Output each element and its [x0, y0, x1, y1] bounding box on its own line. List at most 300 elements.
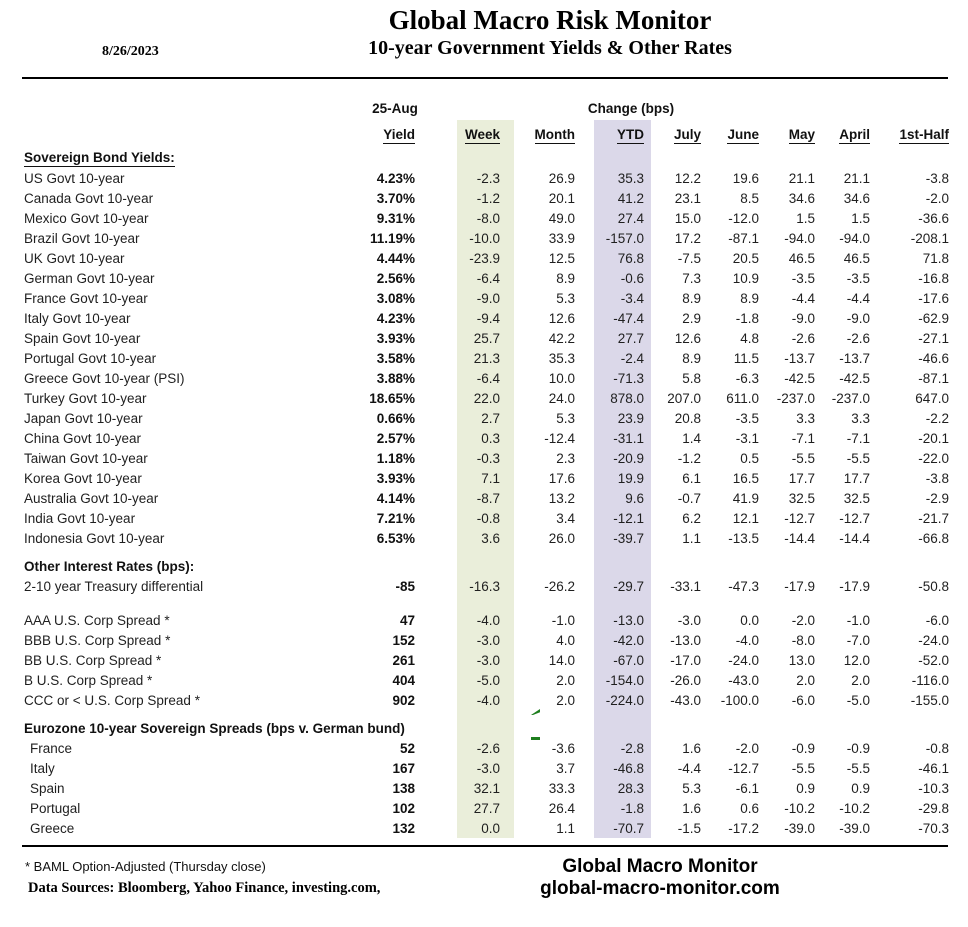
row-label: France — [30, 740, 73, 756]
cell-week: 2.7 — [457, 408, 514, 428]
table-row — [22, 818, 950, 838]
cell-ytd: -39.7 — [594, 528, 651, 548]
cell-june: 8.9 — [740, 290, 759, 306]
cell-july: 1.6 — [682, 740, 701, 756]
cell-june: 16.5 — [732, 470, 759, 486]
section-heading-label: Sovereign Bond Yields: — [24, 149, 175, 165]
cell-april: -10.2 — [839, 800, 870, 816]
cell-first-half: -24.0 — [918, 632, 949, 648]
table-row — [22, 758, 950, 778]
cell-yield: 18.65% — [369, 390, 415, 406]
cell-june: -87.1 — [728, 230, 759, 246]
cell-june: 611.0 — [726, 390, 759, 406]
cell-april: -9.0 — [846, 310, 870, 326]
cell-july: 5.3 — [682, 780, 701, 796]
column-header-row — [22, 120, 950, 146]
cell-yield: 102 — [392, 800, 415, 816]
cell-july: 8.9 — [682, 350, 701, 366]
cell-may: -4.4 — [791, 290, 815, 306]
cell-ytd: -47.4 — [594, 308, 651, 328]
section-heading-row — [22, 146, 950, 168]
cell-may: -39.0 — [784, 820, 815, 836]
section-heading: Eurozone 10-year Sovereign Spreads (bps v. German bund) — [24, 720, 405, 736]
table-row — [22, 388, 950, 408]
spacer-cell — [457, 710, 514, 718]
section-heading-filler — [651, 556, 704, 576]
row-label: Canada Govt 10-year — [24, 190, 154, 206]
row-label: Korea Govt 10-year — [24, 470, 142, 486]
cell-may: 0.9 — [796, 780, 815, 796]
cell-ytd: 41.2 — [594, 188, 651, 208]
cell-ytd: 35.3 — [594, 168, 651, 188]
cell-yield: 4.44% — [376, 250, 415, 266]
cell-first-half: -29.8 — [918, 800, 949, 816]
section-heading-filler — [594, 146, 651, 168]
cell-july: 207.0 — [667, 390, 701, 406]
cell-week: 3.6 — [457, 528, 514, 548]
cell-ytd: -0.6 — [594, 268, 651, 288]
cell-month: 3.4 — [556, 510, 575, 526]
column-header-ytd — [594, 120, 651, 146]
cell-month: 2.3 — [556, 450, 575, 466]
data-sources: Data Sources: Bloomberg, Yahoo Finance, investing.com, — [28, 880, 381, 896]
cell-april: -4.4 — [846, 290, 870, 306]
cell-yield: 404 — [392, 672, 415, 688]
spacer-cell — [594, 710, 651, 718]
cell-first-half: -46.6 — [918, 350, 949, 366]
table-row — [22, 630, 950, 650]
cell-ytd: -20.9 — [594, 448, 651, 468]
cell-yield: 3.08% — [376, 290, 415, 306]
cell-july: -4.4 — [677, 760, 701, 776]
table-row — [22, 428, 950, 448]
section-heading-filler — [594, 556, 651, 576]
cell-first-half: -2.0 — [925, 190, 949, 206]
spacer-cell — [704, 710, 762, 718]
cell-week: -9.4 — [457, 308, 514, 328]
column-header-first-half — [873, 120, 950, 146]
cell-ytd: 27.7 — [594, 328, 651, 348]
report-header — [150, 4, 950, 61]
cell-first-half: -36.6 — [918, 210, 949, 226]
cell-april: -7.0 — [846, 632, 870, 648]
cell-week: -8.7 — [457, 488, 514, 508]
cell-ytd: -157.0 — [594, 228, 651, 248]
cell-april: 2.0 — [851, 672, 870, 688]
cell-first-half: -27.1 — [918, 330, 949, 346]
cell-month: -26.2 — [544, 578, 575, 594]
cell-april: 21.1 — [843, 170, 870, 186]
cell-month: 14.0 — [548, 652, 575, 668]
cell-may: -12.7 — [784, 510, 815, 526]
cell-ytd: -2.4 — [594, 348, 651, 368]
cell-month: 33.3 — [548, 780, 575, 796]
spacer-cell — [873, 710, 950, 718]
column-header-spacer — [22, 120, 357, 146]
cell-first-half: -17.6 — [918, 290, 949, 306]
cell-july: -26.0 — [670, 672, 701, 688]
cell-may: -42.5 — [784, 370, 815, 386]
cell-june: 41.9 — [732, 490, 759, 506]
row-label: China Govt 10-year — [24, 430, 142, 446]
cell-week: -23.9 — [457, 248, 514, 268]
cell-june: 8.5 — [740, 190, 759, 206]
cell-may: -7.1 — [791, 430, 815, 446]
cell-ytd: 28.3 — [594, 778, 651, 798]
cell-april: -3.5 — [846, 270, 870, 286]
cell-ytd: -46.8 — [594, 758, 651, 778]
section-heading-filler — [762, 718, 818, 738]
cell-week: 7.1 — [457, 468, 514, 488]
cell-may: 1.5 — [796, 210, 815, 226]
group-header-change: Change (bps) — [587, 100, 675, 116]
cell-first-half: -20.1 — [918, 430, 949, 446]
table-row — [22, 778, 950, 798]
cell-yield: 3.70% — [376, 190, 415, 206]
cell-july: 2.9 — [682, 310, 701, 326]
cell-week: -4.0 — [457, 690, 514, 710]
report-date: 8/26/2023 — [102, 44, 159, 59]
table-row — [22, 738, 950, 758]
table-row — [22, 650, 950, 670]
spacer-cell — [818, 710, 873, 718]
cell-may: 21.1 — [788, 170, 815, 186]
cell-july: 7.3 — [682, 270, 701, 286]
cell-april: 3.3 — [851, 410, 870, 426]
cell-april: -2.6 — [846, 330, 870, 346]
cell-week: 22.0 — [457, 388, 514, 408]
section-heading-filler — [873, 146, 950, 168]
cell-first-half: -50.8 — [918, 578, 949, 594]
row-label: B U.S. Corp Spread * — [24, 672, 153, 688]
section-heading-filler — [873, 556, 950, 576]
cell-first-half: -52.0 — [918, 652, 949, 668]
cell-ytd: -1.8 — [594, 798, 651, 818]
cell-week: -16.3 — [457, 576, 514, 596]
cell-may: -17.9 — [784, 578, 815, 594]
section-heading-filler — [818, 146, 873, 168]
column-header-label: Yield — [383, 127, 415, 142]
cell-may: 3.3 — [796, 410, 815, 426]
spacer-cell — [873, 548, 950, 556]
cell-ytd: -13.0 — [594, 610, 651, 630]
cell-april: 17.7 — [843, 470, 870, 486]
row-label: Greece — [30, 820, 75, 836]
cell-july: -17.0 — [670, 652, 701, 668]
cell-april: 0.9 — [851, 780, 870, 796]
cell-ytd: 19.9 — [594, 468, 651, 488]
group-header-row — [22, 96, 950, 120]
cell-month: 24.0 — [548, 390, 575, 406]
cell-first-half: -70.3 — [918, 820, 949, 836]
row-label: Portugal Govt 10-year — [24, 350, 157, 366]
cell-month: 5.3 — [556, 290, 575, 306]
cell-month: 26.0 — [548, 530, 575, 546]
column-header-july — [651, 120, 704, 146]
cell-july: 12.2 — [674, 170, 701, 186]
cell-week: -3.0 — [457, 650, 514, 670]
cell-june: 0.6 — [740, 800, 759, 816]
column-header-label: YTD — [617, 127, 644, 142]
cell-july: -13.0 — [670, 632, 701, 648]
cell-yield: 3.58% — [376, 350, 415, 366]
cell-first-half: -62.9 — [918, 310, 949, 326]
section-heading-row — [22, 718, 950, 738]
row-label: Portugal — [30, 800, 81, 816]
cell-may: -13.7 — [784, 350, 815, 366]
spacer-cell — [457, 548, 514, 556]
row-label: France Govt 10-year — [24, 290, 148, 306]
table-row — [22, 508, 950, 528]
cell-week: -3.0 — [457, 758, 514, 778]
column-header-label: April — [839, 127, 870, 142]
section-heading-filler — [704, 718, 762, 738]
cell-week: -4.0 — [457, 610, 514, 630]
cell-yield: 138 — [392, 780, 415, 796]
cell-month: 12.5 — [548, 250, 575, 266]
cell-june: -47.3 — [728, 578, 759, 594]
cell-yield: 3.88% — [376, 370, 415, 386]
section-heading-filler — [818, 718, 873, 738]
column-header-june — [704, 120, 762, 146]
cell-ytd: -3.4 — [594, 288, 651, 308]
section-heading-filler — [514, 556, 594, 576]
row-label: German Govt 10-year — [24, 270, 155, 286]
cell-ytd: 9.6 — [594, 488, 651, 508]
cell-july: -1.2 — [677, 450, 701, 466]
table-row — [22, 208, 950, 228]
cell-first-half: -87.1 — [918, 370, 949, 386]
cell-month: 26.4 — [548, 800, 575, 816]
table-row — [22, 188, 950, 208]
cell-first-half: -22.0 — [918, 450, 949, 466]
cell-april: 1.5 — [851, 210, 870, 226]
cell-june: 4.8 — [740, 330, 759, 346]
cell-week: -2.6 — [457, 738, 514, 758]
table-row — [22, 248, 950, 268]
cell-yield: 0.66% — [376, 410, 415, 426]
cell-first-half: -2.9 — [925, 490, 949, 506]
cell-april: -39.0 — [839, 820, 870, 836]
section-heading-filler — [457, 146, 514, 168]
spacer-row — [22, 548, 950, 556]
cell-month: 35.3 — [548, 350, 575, 366]
bottom-rule — [22, 845, 948, 847]
cell-yield: 1.18% — [376, 450, 415, 466]
row-label: Australia Govt 10-year — [24, 490, 159, 506]
column-header-week — [457, 120, 514, 146]
section-heading-row — [22, 556, 950, 576]
cell-month: 13.2 — [548, 490, 575, 506]
row-label: CCC or < U.S. Corp Spread * — [24, 692, 200, 708]
table-row — [22, 468, 950, 488]
table-row — [22, 308, 950, 328]
cell-week: -6.4 — [457, 368, 514, 388]
cell-may: 34.6 — [788, 190, 815, 206]
page-subtitle: 10-year Government Yields & Other Rates — [368, 37, 732, 59]
spacer-cell — [514, 710, 594, 718]
cell-first-half: -16.8 — [918, 270, 949, 286]
group-header-date: 25-Aug — [372, 100, 418, 116]
rates-table — [22, 96, 950, 838]
brand-url: global-macro-monitor.com — [540, 878, 780, 899]
cell-may: -3.5 — [791, 270, 815, 286]
section-heading-filler — [651, 146, 704, 168]
row-label: Italy — [30, 760, 55, 776]
cell-june: -6.1 — [735, 780, 759, 796]
cell-week: -1.2 — [457, 188, 514, 208]
table-row — [22, 228, 950, 248]
column-header-label: June — [727, 127, 759, 142]
page-title: Global Macro Risk Monitor — [388, 5, 712, 35]
cell-week: 25.7 — [457, 328, 514, 348]
table-row — [22, 268, 950, 288]
cell-june: 20.5 — [732, 250, 759, 266]
cell-july: -33.1 — [670, 578, 701, 594]
row-label: Spain Govt 10-year — [24, 330, 141, 346]
cell-june: -4.0 — [735, 632, 759, 648]
cell-may: -5.5 — [791, 450, 815, 466]
cell-june: -12.7 — [728, 760, 759, 776]
cell-month: 49.0 — [548, 210, 575, 226]
row-label: BBB U.S. Corp Spread * — [24, 632, 171, 648]
section-heading: Other Interest Rates (bps): — [24, 558, 195, 574]
row-label: Spain — [30, 780, 65, 796]
cell-july: 8.9 — [682, 290, 701, 306]
table-row — [22, 348, 950, 368]
cell-may: -94.0 — [784, 230, 815, 246]
cell-april: -237.0 — [831, 390, 870, 406]
row-label: Turkey Govt 10-year — [24, 390, 147, 406]
cell-april: 46.5 — [843, 250, 870, 266]
table-row — [22, 328, 950, 348]
spacer-cell — [594, 596, 651, 610]
cell-month: 42.2 — [548, 330, 575, 346]
cell-july: -43.0 — [670, 692, 701, 708]
section-heading — [22, 146, 457, 168]
cell-june: -3.1 — [735, 430, 759, 446]
cell-ytd: 878.0 — [594, 388, 651, 408]
spacer-cell — [704, 548, 762, 556]
cell-may: 2.0 — [796, 672, 815, 688]
row-label: 2-10 year Treasury differential — [24, 578, 204, 594]
cell-month: 2.0 — [556, 672, 575, 688]
cell-first-half: -21.7 — [918, 510, 949, 526]
row-label: Mexico Govt 10-year — [24, 210, 149, 226]
table-row — [22, 368, 950, 388]
cell-ytd: 76.8 — [594, 248, 651, 268]
cell-ytd: -12.1 — [594, 508, 651, 528]
cell-month: 1.1 — [556, 820, 575, 836]
table-row — [22, 670, 950, 690]
table-row — [22, 610, 950, 630]
section-heading-filler — [594, 718, 651, 738]
cell-week: 32.1 — [457, 778, 514, 798]
cell-june: -24.0 — [728, 652, 759, 668]
row-label: Brazil Govt 10-year — [24, 230, 140, 246]
spacer-cell — [651, 596, 704, 610]
spacer-cell — [594, 548, 651, 556]
spacer-cell — [22, 548, 357, 556]
cell-june: -13.5 — [728, 530, 759, 546]
cell-ytd: 23.9 — [594, 408, 651, 428]
table-row — [22, 528, 950, 548]
cell-yield: 3.93% — [376, 330, 415, 346]
cell-week: -5.0 — [457, 670, 514, 690]
cell-may: -14.4 — [784, 530, 815, 546]
table-row — [22, 488, 950, 508]
cell-may: -237.0 — [776, 390, 815, 406]
cell-month: 3.7 — [556, 760, 575, 776]
spacer-cell — [514, 548, 594, 556]
cell-yield: 52 — [399, 740, 415, 756]
cell-yield: 4.23% — [376, 310, 415, 326]
cell-month: -1.0 — [551, 612, 575, 628]
cell-july: 1.6 — [682, 800, 701, 816]
cell-first-half: -3.8 — [925, 170, 949, 186]
top-rule — [22, 77, 948, 79]
cell-month: 10.0 — [548, 370, 575, 386]
cell-week: 27.7 — [457, 798, 514, 818]
section-heading-filler — [704, 146, 762, 168]
cell-week: -6.4 — [457, 268, 514, 288]
cell-april: -5.5 — [846, 760, 870, 776]
row-label: Italy Govt 10-year — [24, 310, 131, 326]
cell-july: 5.8 — [682, 370, 701, 386]
column-header-april — [818, 120, 873, 146]
cell-yield: 4.23% — [376, 170, 415, 186]
cell-month: 8.9 — [556, 270, 575, 286]
cell-april: -7.1 — [846, 430, 870, 446]
cell-june: 0.5 — [740, 450, 759, 466]
cell-first-half: 647.0 — [915, 390, 949, 406]
cell-week: -9.0 — [457, 288, 514, 308]
cell-april: -12.7 — [839, 510, 870, 526]
column-header-month — [514, 120, 594, 146]
spacer-cell — [818, 596, 873, 610]
cell-week: -10.0 — [457, 228, 514, 248]
row-label: Japan Govt 10-year — [24, 410, 143, 426]
cell-month: -12.4 — [544, 430, 575, 446]
spacer-cell — [651, 710, 704, 718]
cell-yield: 152 — [392, 632, 415, 648]
spacer-cell — [704, 596, 762, 610]
cell-yield: 132 — [392, 820, 415, 836]
cell-april: 34.6 — [843, 190, 870, 206]
cell-april: -14.4 — [839, 530, 870, 546]
cell-april: -5.5 — [846, 450, 870, 466]
cell-june: -12.0 — [728, 210, 759, 226]
cell-july: 1.1 — [682, 530, 701, 546]
cell-yield: 9.31% — [376, 210, 415, 226]
cell-april: -94.0 — [839, 230, 870, 246]
row-label: US Govt 10-year — [24, 170, 125, 186]
section-heading-filler — [514, 718, 594, 738]
cell-july: -3.0 — [677, 612, 701, 628]
spacer-cell — [762, 710, 818, 718]
section-heading-filler — [818, 556, 873, 576]
cell-month: 17.6 — [548, 470, 575, 486]
cell-may: -6.0 — [791, 692, 815, 708]
cell-yield: 261 — [392, 652, 415, 668]
column-header-label: 1st-Half — [899, 127, 949, 142]
cell-june: 12.1 — [732, 510, 759, 526]
brand-block — [510, 856, 810, 900]
cell-first-half: -46.1 — [918, 760, 949, 776]
spacer-cell — [22, 710, 357, 718]
table-row — [22, 288, 950, 308]
cell-june: -17.2 — [728, 820, 759, 836]
